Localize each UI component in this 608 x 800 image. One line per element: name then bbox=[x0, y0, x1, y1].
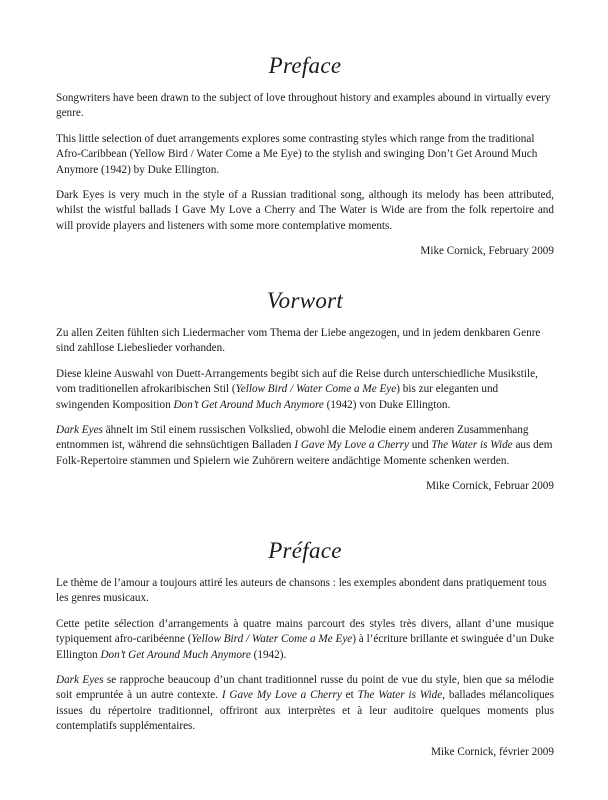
signature: Mike Cornick, Februar 2009 bbox=[425, 480, 554, 493]
document-page bbox=[56, 0, 554, 800]
section-title: Preface bbox=[268, 53, 342, 78]
paragraph: Le thème de l’amour a toujours attiré les auteurs de chansons : les exemples abondent dans pratiquement tous les genres musicaux. bbox=[56, 577, 547, 605]
signature: Mike Cornick, February 2009 bbox=[420, 245, 554, 258]
preface-german-section bbox=[56, 287, 554, 495]
preface-english-section bbox=[56, 52, 554, 260]
paragraph: Cette petite sélection d’arrangements à quatre mains parcourt des styles très divers, allant d’une musique typiquement afro-caribéenne (Yellow Bird / Water Come a Me Eye) à l’écriture brillante et swinguée d’un Duke Ellington Don’t Get Around Much Anymore (1942). bbox=[56, 617, 554, 661]
paragraph: Zu allen Zeiten fühlten sich Liedermacher vom Thema der Liebe angezogen, und in jedem denkbaren Genre sind zahllose Liebeslieder vorhanden. bbox=[56, 327, 541, 355]
paragraph: Dark Eyes ähnelt im Stil einem russischen Volkslied, obwohl die Melodie einem anderen Zusammenhang entnommen ist, während die sehnsüchtigen Balladen I Gave My Love a Cherry und The Water is Wide aus dem Folk-Repertoire stammen und Spielern wie Zuhörern weitere andächtige Momente schenken werden. bbox=[56, 424, 553, 467]
section-title: Vorwort bbox=[266, 288, 344, 313]
paragraph: Dark Eyes is very much in the style of a Russian traditional song, although its melody has been attributed, whilst the wistful ballads I Gave My Love a Cherry and The Water is Wide are from the folk repertoire and will provide players and listeners with some more contemplative moments. bbox=[56, 189, 554, 232]
paragraph: This little selection of duet arrangements explores some contrasting styles which range from the traditional Afro-Caribbean (Yellow Bird / Water Come a Me Eye) to the stylish and swinging Don’t Get Around Much Anymore (1942) by Duke Ellington. bbox=[56, 132, 538, 176]
signature: Mike Cornick, février 2009 bbox=[430, 745, 554, 758]
paragraph: Songwriters have been drawn to the subject of love throughout history and examples abound in virtually every genre. bbox=[56, 92, 551, 120]
paragraph: Dark Eyes se rapproche beaucoup d’un chant traditionnel russe du point de vue du style, bien que sa mélodie soit empruntée à un autre contexte. I Gave My Love a Cherry et The Water is Wide, ballades mélancoliques issues du répertoire traditionnel, offriront aux interprètes et à leur auditoire quelques moments plus contemplatifs supplémentaires. bbox=[56, 674, 554, 733]
paragraph: Diese kleine Auswahl von Duett-Arrangements begibt sich auf die Reise durch unterschiedliche Musikstile, vom traditionellen afrokaribischen Stil (Yellow Bird / Water Come a Me Eye) bis zur eleganten und swingenden Komposition Don’t Get Around Much Anymore (1942) von Duke Ellington. bbox=[56, 367, 538, 411]
section-title: Préface bbox=[268, 538, 342, 563]
preface-french-section bbox=[56, 537, 554, 760]
